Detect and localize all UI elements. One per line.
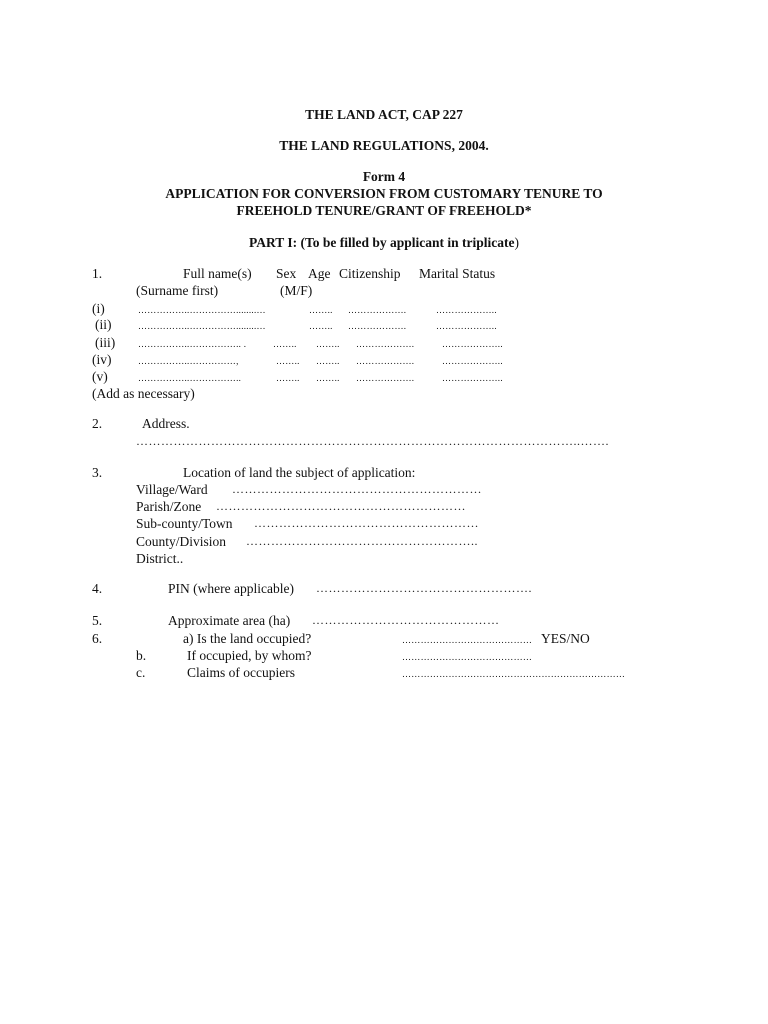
row-label: (iv) xyxy=(92,352,112,367)
citizenship-field[interactable]: ………………. xyxy=(348,305,407,315)
claims-label: Claims of occupiers xyxy=(187,665,295,680)
col-sex: Sex xyxy=(276,266,297,281)
name-field[interactable]: ……………..……………........… xyxy=(138,321,266,331)
district-label: District.. xyxy=(136,551,184,566)
land-occupied-label: a) Is the land occupied? xyxy=(183,631,312,646)
name-field[interactable]: ……………..…………….. . xyxy=(138,339,247,349)
occupied-by-label: If occupied, by whom? xyxy=(187,648,312,663)
sex-field[interactable]: …….. xyxy=(273,339,297,349)
age-field[interactable]: …….. xyxy=(316,339,340,349)
item-4-number: 4. xyxy=(92,581,103,596)
claims-field[interactable]: ……………………………………………………………… xyxy=(402,669,626,679)
area-label: Approximate area (ha) xyxy=(168,613,291,628)
row-label: (ii) xyxy=(95,317,112,332)
marital-status-field[interactable]: ……………….. xyxy=(442,356,503,366)
yes-no-option[interactable]: YES/NO xyxy=(541,631,590,646)
land-occupied-field[interactable]: …………………………………… xyxy=(402,635,533,645)
marital-status-field[interactable]: ……………….. xyxy=(442,339,503,349)
col-full-names: Full name(s) xyxy=(183,266,252,281)
pin-label: PIN (where applicable) xyxy=(168,581,294,596)
parish-zone-field[interactable]: …………………………………………………… xyxy=(216,499,466,513)
row-label: (iii) xyxy=(95,335,116,350)
part-heading xyxy=(0,235,768,251)
occupied-by-field[interactable]: …………………………………… xyxy=(402,652,533,662)
citizenship-field[interactable]: ………………. xyxy=(356,356,415,366)
add-as-necessary-note: (Add as necessary) xyxy=(92,386,195,401)
col-marital-status: Marital Status xyxy=(419,266,496,281)
name-field[interactable]: ……………..……………........… xyxy=(138,305,266,315)
village-ward-label: Village/Ward xyxy=(136,482,208,497)
sub-county-town-field[interactable]: ……………………………………………… xyxy=(254,516,479,530)
name-field[interactable]: ……………..……………, xyxy=(138,356,239,366)
sex-field[interactable]: …….. xyxy=(276,356,300,366)
age-field[interactable]: …….. xyxy=(316,373,340,383)
marital-status-field[interactable]: ……………….. xyxy=(442,373,503,383)
row-label: (i) xyxy=(92,301,105,316)
age-field[interactable]: …….. xyxy=(309,321,333,331)
row-label: (v) xyxy=(92,369,108,384)
application-title-line1: APPLICATION FOR CONVERSION FROM CUSTOMARY TENURE TO xyxy=(165,186,603,201)
item-6-number: 6. xyxy=(92,631,103,646)
area-field[interactable]: ……………………………………… xyxy=(312,613,500,627)
location-label: Location of land the subject of application: xyxy=(183,465,416,480)
address-label: Address. xyxy=(142,416,190,431)
citizenship-field[interactable]: ………………. xyxy=(356,339,415,349)
part-heading-text: PART I: (To be filled by applicant in triplicate xyxy=(248,235,515,250)
age-field[interactable]: …….. xyxy=(316,356,340,366)
regulations-title: THE LAND REGULATIONS, 2004. xyxy=(279,138,489,153)
item-3-number: 3. xyxy=(92,465,103,480)
name-field[interactable]: ……………..…………….. xyxy=(138,373,242,383)
col-age: Age xyxy=(308,266,331,281)
county-division-field[interactable]: ……………………………………………….. xyxy=(246,534,478,548)
citizenship-field[interactable]: ………………. xyxy=(348,321,407,331)
pin-field[interactable]: ……………………………………………. xyxy=(316,581,532,595)
county-division-label: County/Division xyxy=(136,534,227,549)
age-field[interactable]: …….. xyxy=(309,305,333,315)
part-heading-close: ) xyxy=(514,235,520,250)
marital-status-field[interactable]: ……………….. xyxy=(436,305,497,315)
citizenship-field[interactable]: ………………. xyxy=(356,373,415,383)
sub-county-town-label: Sub-county/Town xyxy=(136,516,233,531)
village-ward-field[interactable]: …………………………………………………… xyxy=(232,482,482,496)
marital-status-field[interactable]: ……………….. xyxy=(436,321,497,331)
sex-field[interactable]: …….. xyxy=(276,373,300,383)
parish-zone-label: Parish/Zone xyxy=(136,499,202,514)
item-1-number: 1. xyxy=(92,266,103,281)
application-title-line2: FREEHOLD TENURE/GRANT OF FREEHOLD* xyxy=(236,203,532,218)
item-2-number: 2. xyxy=(92,416,103,431)
item-6c-letter: c. xyxy=(136,665,146,680)
sub-sex-mf: (M/F) xyxy=(280,283,313,298)
item-5-number: 5. xyxy=(92,613,103,628)
item-6b-letter: b. xyxy=(136,648,147,663)
col-citizenship: Citizenship xyxy=(339,266,401,281)
sub-surname-first: (Surname first) xyxy=(136,283,219,298)
act-title: THE LAND ACT, CAP 227 xyxy=(305,107,463,122)
address-field[interactable]: ……………………………………………………………………………………………..……. xyxy=(136,434,609,448)
form-number: Form 4 xyxy=(362,169,406,184)
